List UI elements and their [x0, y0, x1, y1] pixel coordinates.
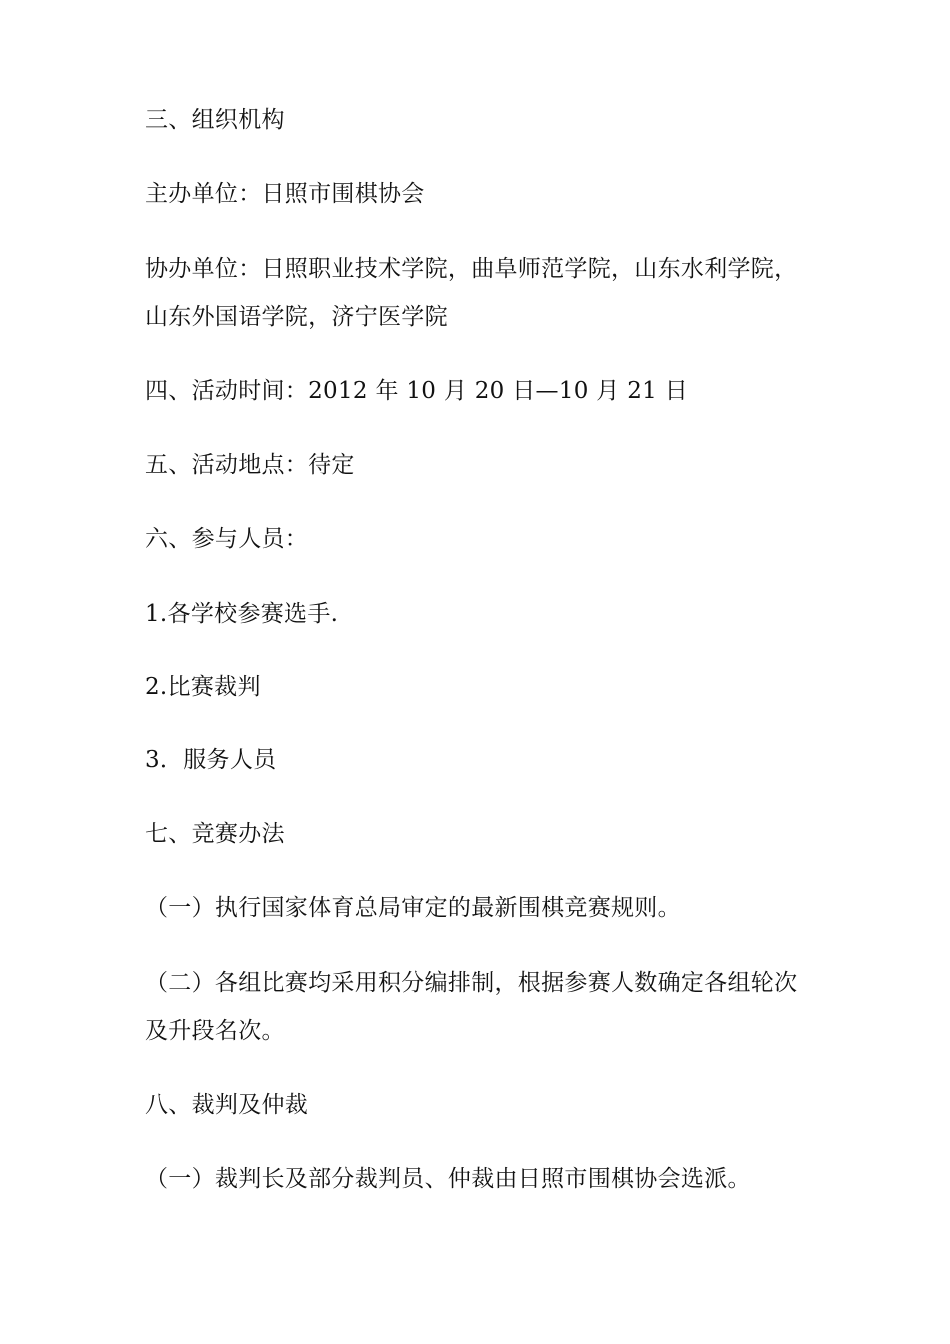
competition-rule-1: （一）执行国家体育总局审定的最新围棋竞赛规则。	[145, 895, 681, 921]
participant-item-1: 1.各学校参赛选手.	[145, 601, 339, 627]
host-unit-text: 主办单位：日照市围棋协会	[145, 181, 425, 207]
section-heading-competition: 七、竞赛办法	[145, 821, 285, 847]
referee-rule-1: （一）裁判长及部分裁判员、仲裁由日照市围棋协会选派。	[145, 1166, 751, 1192]
competition-rule-2-line1: （二）各组比赛均采用积分编排制，根据参赛人数确定各组轮次	[145, 970, 798, 996]
section-heading-referee: 八、裁判及仲裁	[145, 1092, 309, 1118]
section-heading-organization: 三、组织机构	[145, 107, 285, 133]
participant-item-3: 3．服务人员	[145, 747, 277, 773]
competition-rule-2-line2: 及升段名次。	[145, 1018, 285, 1044]
activity-location-text: 五、活动地点：待定	[145, 452, 355, 478]
co-host-unit-text-line1: 协办单位：日照职业技术学院，曲阜师范学院，山东水利学院，	[145, 256, 798, 282]
participant-item-2: 2.比赛裁判	[145, 674, 261, 700]
co-host-unit-text-line2: 山东外国语学院，济宁医学院	[145, 304, 448, 330]
activity-time-text: 四、活动时间：2012 年 10 月 20 日—10 月 21 日	[145, 378, 688, 404]
section-heading-participants: 六、参与人员：	[145, 526, 309, 552]
